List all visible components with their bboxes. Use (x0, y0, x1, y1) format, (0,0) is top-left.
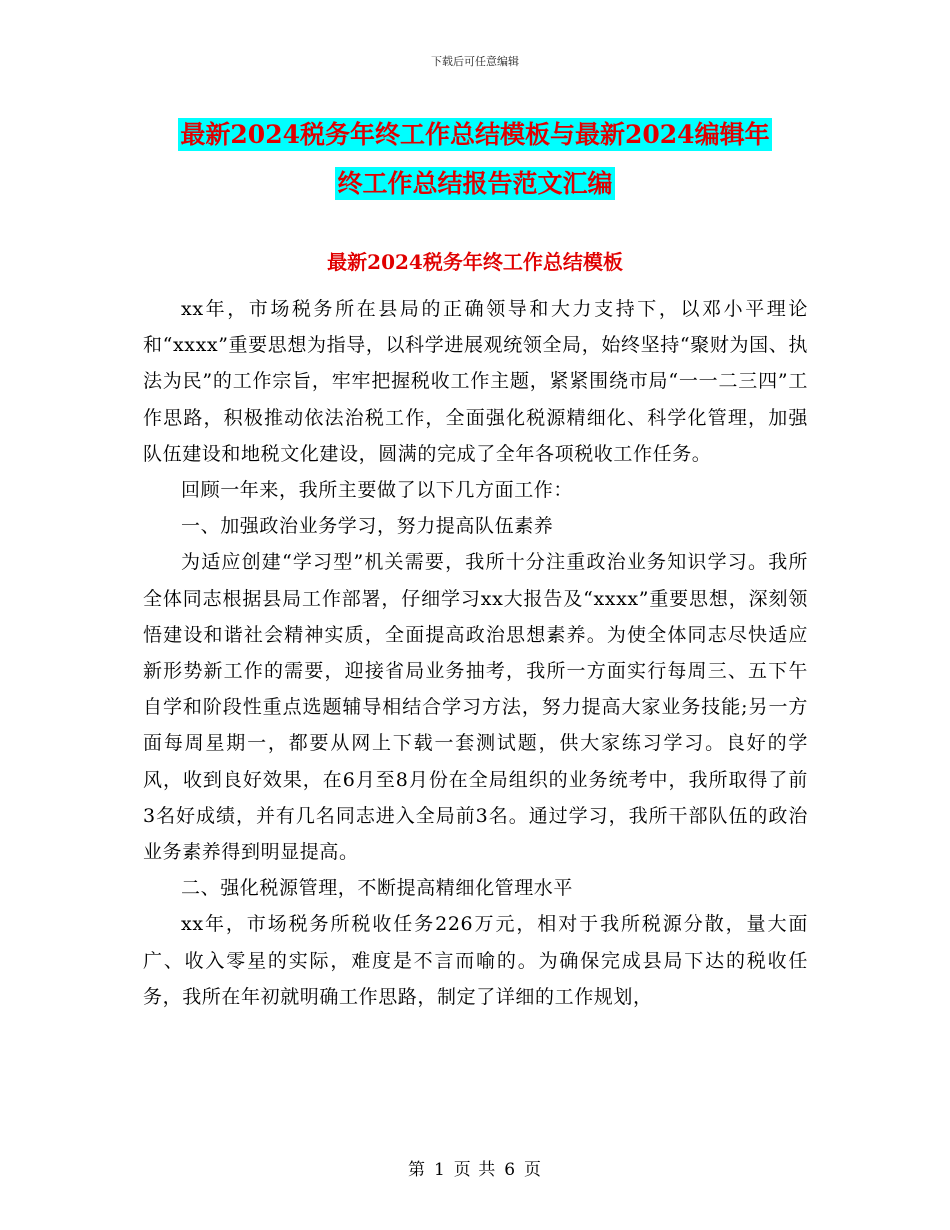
footer-page-number: 1 (433, 1160, 446, 1180)
document-title (140, 110, 810, 208)
footer-suffix: 页 (524, 1160, 543, 1180)
footer-middle: 页 共 (453, 1160, 497, 1180)
paragraph-tax-source: xx年，市场税务所税收任务226万元，相对于我所税源分散，量大面广、收入零星的实际，难度是不言而喻的。为确保完成县局下达的税收任务，我所在年初就明确工作思路，制定了详细的工作规划， (143, 913, 808, 1008)
page-footer (0, 1155, 950, 1180)
document-body (143, 291, 808, 1015)
heading-item-1: 一、加强政治业务学习，努力提高队伍素养 (181, 515, 554, 538)
header-note: 下载后可任意编辑 (431, 55, 519, 68)
heading-item-2: 二、强化税源管理，不断提高精细化管理水平 (181, 877, 574, 900)
paragraph-review: 回顾一年来，我所主要做了以下几方面工作： (181, 479, 574, 502)
paragraph-intro: xx年，市场税务所在县局的正确领导和大力支持下，以邓小平理论和“xxxx”重要思想为指导，以科学进展观统领全局，始终坚持“聚财为国、执法为民”的工作宗旨，牢牢把握税收工作主题，紧紧围绕市局“一一二三四”工作思路，积极推动依法治税工作，全面强化税源精细化、科学化管理，加强队伍建设和地税文化建设，圆满的完成了全年各项税收工作任务。 (143, 298, 808, 465)
footer-total-pages: 6 (504, 1160, 517, 1180)
title-line-1: 最新2024税务年终工作总结模板与最新2024编辑年 (180, 120, 770, 149)
paragraph-study: 为适应创建“学习型”机关需要，我所十分注重政治业务知识学习。我所全体同志根据县局工作部署，仔细学习xx大报告及“xxxx”重要思想，深刻领悟建设和谐社会精神实质，全面提高政治思想素养。为使全体同志尽快适应新形势新工作的需要，迎接省局业务抽考，我所一方面实行每周三、五下午自学和阶段性重点选题辅导相结合学习方法，努力提高大家业务技能;另一方面每周星期一，都要从网上下载一套测试题，供大家练习学习。良好的学风，收到良好效果，在6月至8月份在全局组织的业务统考中，我所取得了前3名好成绩，并有几名同志进入全局前3名。通过学习，我所干部队伍的政治业务素养得到明显提高。 (143, 551, 808, 864)
section-title: 最新2024税务年终工作总结模板 (327, 250, 623, 274)
title-line-2: 终工作总结报告范文汇编 (337, 169, 613, 198)
footer-prefix: 第 (407, 1160, 426, 1180)
